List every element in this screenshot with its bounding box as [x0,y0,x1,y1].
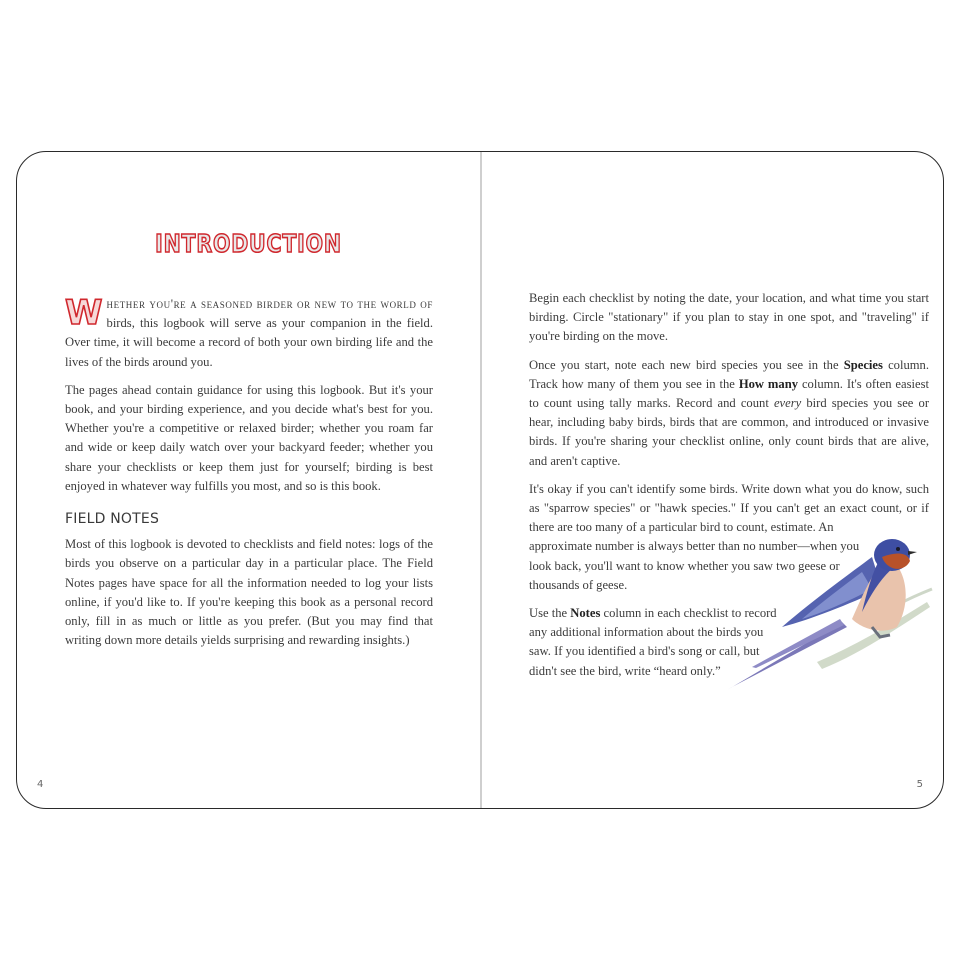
bold-how-many: How many [738,376,799,391]
page-title: INTRODUCTION [155,229,342,258]
bold-notes: Notes [570,606,601,621]
section-heading-field-notes: FIELD NOTES [65,511,160,528]
page-number-right: 5 [916,779,923,790]
italic-every: every [773,396,802,411]
left-body-text [65,295,433,659]
paragraph-begin-checklist: Begin each checklist by noting the date, your location, and what time you start birding. Circle "stationary" if you plan to stay in one spot, and "traveling" if you're birding on the move. [529,291,929,344]
right-page [482,152,943,808]
text-run: column. Track how many of them you see in the [529,357,930,391]
book-spread [16,151,944,809]
text-run: column in each checklist to record any additional information about the birds you saw. If you identified a bird's song or call, but didn't see the bird, write “heard only.” [529,606,777,678]
intro-rest: birds, this logbook will serve as your companion in the field. Over time, it will become a record of both your own birding life and the lives of the birds around you. [65,316,433,369]
paragraph-guidance: The pages ahead contain guidance for using this logbook. But it's your book, and your birding experience, and you decide what's best for you. Whether you're a competitive or relaxed birder; whether you roam far and wide or keep daily watch over your backyard feeder; whether you share your checklists or keep them just for yourself; birding is best enjoyed in whatever way fulfills you most, and so is this book. [65,382,433,493]
text-run: bird species you see or hear, including baby birds, birds that are common, and introduced or invasive birds. If you're sharing your checklist online, only count birds that are alive, and aren't captive. [529,396,930,468]
paragraph-field-notes: Most of this logbook is devoted to checklists and field notes: logs of the birds you observe on a particular day in a particular place. The Field Notes pages have space for all the information needed to log your lists online, if you'd like to. If you're keeping this book as a personal record only, fill in as much or little as you prefer. (But you may find that writing down more details yields surprising and rewarding insights.) [65,537,433,648]
barn-swallow-illustration [722,527,942,692]
text-run: Use the [529,606,571,621]
text-run: It's okay if you can't identify some birds. Write down what you do know, such as "sparrow species" or "hawk species." If you can't get an exact count, or if there are too many of a particular bird to count, estimate. An [529,481,929,535]
bold-species: Species [843,357,883,372]
intro-smallcaps-lead: hether you're a seasoned birder or new to the world of [106,297,433,311]
paragraph-approximate: approximate number is always better than no number—when you look back, you'll want to know whether you saw two geese or thousands of geese. [529,539,860,592]
paragraph-species [529,356,929,471]
intro-paragraph [65,295,433,372]
drop-cap: W [65,293,103,333]
page-number-left: 4 [37,779,44,790]
text-run: Once you start, note each new bird species you see in the [529,357,844,372]
text-run: column. It's often easiest to count using tally marks. Record and count [529,376,929,411]
left-page [17,152,480,808]
